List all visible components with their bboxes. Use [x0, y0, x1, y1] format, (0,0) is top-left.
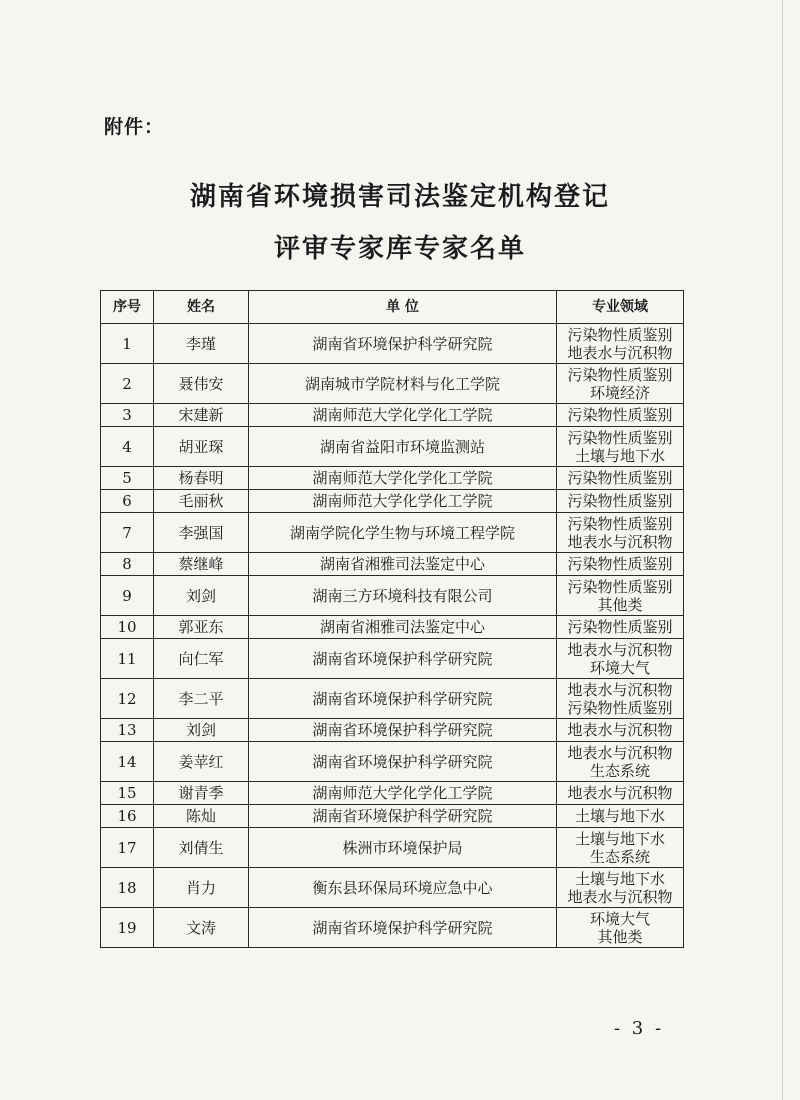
cell-unit: 湖南省益阳市环境监测站: [249, 427, 557, 467]
field-line: 环境大气: [589, 909, 650, 928]
cell-field: [557, 324, 684, 364]
field-line: 污染物性质鉴别: [567, 618, 673, 636]
table-row: [101, 324, 684, 364]
cell-unit: 湖南省环境保护科学研究院: [249, 324, 557, 364]
cell-serial-number: 3: [101, 404, 154, 427]
document-title-line-2: 评审专家库专家名单: [273, 234, 526, 264]
cell-unit: 湖南省环境保护科学研究院: [249, 679, 557, 719]
cell-unit: 湖南师范大学化学化工学院: [249, 467, 557, 490]
page-number: - 3 -: [614, 1018, 665, 1039]
table-row: [101, 404, 684, 427]
cell-serial-number: 8: [101, 553, 154, 576]
field-line: 土壤与地下水: [574, 807, 665, 825]
cell-name: 李二平: [154, 679, 249, 719]
field-line: 污染物性质鉴别: [567, 577, 673, 596]
cell-unit: 衡东县环保局环境应急中心: [249, 868, 557, 908]
cell-unit: 湖南省湘雅司法鉴定中心: [249, 553, 557, 576]
cell-name: 杨春明: [154, 467, 249, 490]
cell-unit: 湖南师范大学化学化工学院: [249, 782, 557, 805]
field-line: 污染物性质鉴别: [567, 698, 673, 717]
cell-name: 刘倩生: [154, 828, 249, 868]
cell-name: 李强国: [154, 513, 249, 553]
table-row: [101, 467, 684, 490]
table-row: [101, 679, 684, 719]
field-line: 污染物性质鉴别: [567, 365, 673, 384]
cell-name: 陈灿: [154, 805, 249, 828]
cell-serial-number: 12: [101, 679, 154, 719]
cell-serial-number: 15: [101, 782, 154, 805]
cell-field: [557, 364, 684, 404]
cell-name: 文涛: [154, 908, 249, 948]
cell-serial-number: 10: [101, 616, 154, 639]
cell-name: 胡亚琛: [154, 427, 249, 467]
cell-serial-number: 14: [101, 742, 154, 782]
cell-unit: 湖南三方环境科技有限公司: [249, 576, 557, 616]
cell-field: [557, 513, 684, 553]
cell-name: 肖力: [154, 868, 249, 908]
document-title-line-1: 湖南省环境损害司法鉴定机构登记: [189, 182, 610, 212]
table-row: [101, 553, 684, 576]
cell-field: [557, 868, 684, 908]
field-line: 地表水与沉积物: [567, 721, 673, 739]
cell-serial-number: 17: [101, 828, 154, 868]
cell-serial-number: 16: [101, 805, 154, 828]
cell-unit: 湖南省环境保护科学研究院: [249, 742, 557, 782]
cell-field: [557, 805, 684, 828]
attachment-label: 附件：: [104, 116, 165, 138]
field-line: 土壤与地下水: [574, 869, 665, 888]
cell-serial-number: 4: [101, 427, 154, 467]
cell-name: 宋建新: [154, 404, 249, 427]
field-line: 污染物性质鉴别: [567, 406, 673, 424]
field-line: 污染物性质鉴别: [567, 555, 673, 573]
field-line: 地表水与沉积物: [567, 680, 673, 699]
field-line: 污染物性质鉴别: [567, 492, 673, 510]
header-unit: 单 位: [249, 291, 557, 324]
table-row: [101, 427, 684, 467]
cell-field: [557, 782, 684, 805]
field-line: 其他类: [597, 595, 643, 614]
field-line: 污染物性质鉴别: [567, 469, 673, 487]
cell-name: 谢青季: [154, 782, 249, 805]
cell-field: [557, 404, 684, 427]
field-line: 环境经济: [589, 383, 650, 402]
cell-field: [557, 908, 684, 948]
cell-name: 郭亚东: [154, 616, 249, 639]
cell-field: [557, 719, 684, 742]
table-row: [101, 576, 684, 616]
cell-serial-number: 1: [101, 324, 154, 364]
cell-field: [557, 576, 684, 616]
cell-unit: 湖南城市学院材料与化工学院: [249, 364, 557, 404]
table-row: [101, 782, 684, 805]
table-row: [101, 490, 684, 513]
field-line: 地表水与沉积物: [567, 343, 673, 362]
header-serial-number: 序号: [101, 291, 154, 324]
cell-serial-number: 13: [101, 719, 154, 742]
cell-unit: 湖南师范大学化学化工学院: [249, 490, 557, 513]
cell-name: 李瑾: [154, 324, 249, 364]
cell-name: 毛丽秋: [154, 490, 249, 513]
field-line: 地表水与沉积物: [567, 640, 673, 659]
cell-field: [557, 616, 684, 639]
cell-field: [557, 828, 684, 868]
cell-name: 蔡继峰: [154, 553, 249, 576]
cell-name: 向仁军: [154, 639, 249, 679]
table-row: [101, 719, 684, 742]
field-line: 土壤与地下水: [574, 446, 665, 465]
table-row: [101, 742, 684, 782]
table-row: [101, 805, 684, 828]
field-line: 污染物性质鉴别: [567, 325, 673, 344]
cell-field: [557, 490, 684, 513]
cell-field: [557, 427, 684, 467]
header-name: 姓名: [154, 291, 249, 324]
table-row: [101, 828, 684, 868]
field-line: 地表水与沉积物: [567, 784, 673, 802]
cell-name: 刘剑: [154, 576, 249, 616]
cell-unit: 湖南省环境保护科学研究院: [249, 639, 557, 679]
cell-unit: 湖南省湘雅司法鉴定中心: [249, 616, 557, 639]
field-line: 环境大气: [589, 658, 650, 677]
cell-serial-number: 9: [101, 576, 154, 616]
cell-serial-number: 19: [101, 908, 154, 948]
header-field: 专业领域: [557, 291, 684, 324]
cell-name: 刘剑: [154, 719, 249, 742]
cell-serial-number: 18: [101, 868, 154, 908]
table-row: [101, 364, 684, 404]
expert-roster-table: [100, 290, 684, 948]
cell-unit: 湖南省环境保护科学研究院: [249, 908, 557, 948]
table-row: [101, 639, 684, 679]
cell-field: [557, 553, 684, 576]
cell-unit: 湖南省环境保护科学研究院: [249, 805, 557, 828]
cell-serial-number: 6: [101, 490, 154, 513]
cell-unit: 湖南师范大学化学化工学院: [249, 404, 557, 427]
field-line: 地表水与沉积物: [567, 887, 673, 906]
table-row: [101, 616, 684, 639]
table-header-row: [101, 291, 684, 324]
table-body: [101, 324, 684, 948]
cell-serial-number: 11: [101, 639, 154, 679]
cell-unit: 湖南学院化学生物与环境工程学院: [249, 513, 557, 553]
cell-name: 姜苹红: [154, 742, 249, 782]
cell-name: 聂伟安: [154, 364, 249, 404]
table-row: [101, 513, 684, 553]
field-line: 污染物性质鉴别: [567, 428, 673, 447]
cell-serial-number: 5: [101, 467, 154, 490]
cell-field: [557, 742, 684, 782]
field-line: 地表水与沉积物: [567, 743, 673, 762]
field-line: 地表水与沉积物: [567, 532, 673, 551]
cell-serial-number: 7: [101, 513, 154, 553]
cell-serial-number: 2: [101, 364, 154, 404]
cell-field: [557, 639, 684, 679]
field-line: 生态系统: [589, 847, 650, 866]
cell-field: [557, 467, 684, 490]
field-line: 污染物性质鉴别: [567, 514, 673, 533]
cell-unit: 湖南省环境保护科学研究院: [249, 719, 557, 742]
table-row: [101, 868, 684, 908]
cell-field: [557, 679, 684, 719]
field-line: 生态系统: [589, 761, 650, 780]
field-line: 土壤与地下水: [574, 829, 665, 848]
field-line: 其他类: [597, 927, 643, 946]
binding-edge: [782, 0, 783, 1100]
cell-unit: 株洲市环境保护局: [249, 828, 557, 868]
table-row: [101, 908, 684, 948]
